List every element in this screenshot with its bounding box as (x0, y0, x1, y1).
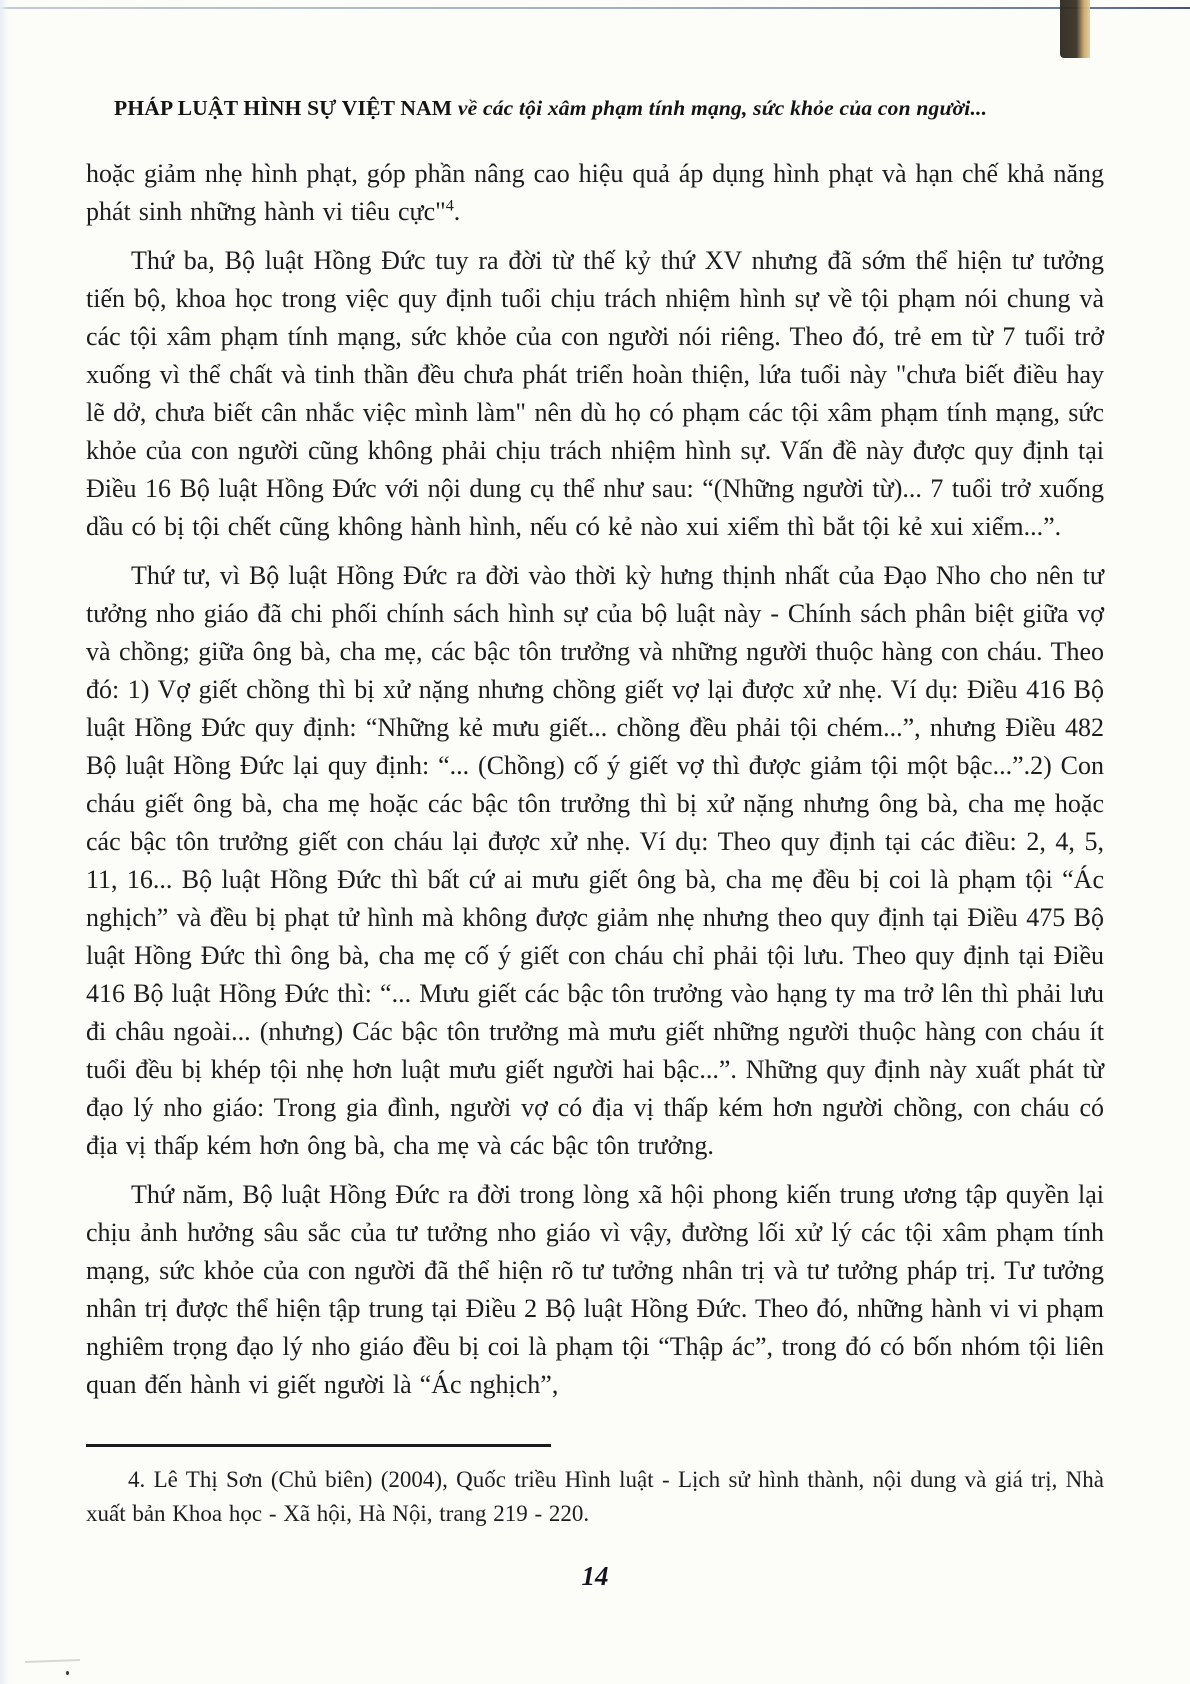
body-paragraph-3: Thứ tư, vì Bộ luật Hồng Đức ra đời vào thời kỳ hưng thịnh nhất của Đạo Nho cho nên tư tưởng nho giáo đã chi phối chính sách hình sự của bộ luật này - Chính sách phân biệt giữa vợ và chồng; giữa ông bà, cha mẹ, các bậc tôn trưởng và những người thuộc hàng con cháu. Theo đó: 1) Vợ giết chồng thì bị xử nặng nhưng chồng giết vợ lại được xử nhẹ. Ví dụ: Điều 416 Bộ luật Hồng Đức quy định: “Những kẻ mưu giết... chồng đều phải tội chém...”, nhưng Điều 482 Bộ luật Hồng Đức lại quy định: “... (Chồng) cố ý giết vợ thì được giảm tội một bậc...”.2) Con cháu giết ông bà, cha mẹ hoặc các bậc tôn trưởng thì bị xử nặng nhưng ông bà, cha mẹ hoặc các bậc tôn trưởng giết con cháu lại được xử nhẹ. Ví dụ: Theo quy định tại các điều: 2, 4, 5, 11, 16... Bộ luật Hồng Đức thì bất cứ ai mưu giết ông bà, cha mẹ đều bị coi là phạm tội “Ác nghịch” và đều bị phạt tử hình mà không được giảm nhẹ nhưng theo quy định tại Điều 475 Bộ luật Hồng Đức thì ông bà, cha mẹ cố ý giết con cháu chỉ phải tội lưu. Theo quy định tại Điều 416 Bộ luật Hồng Đức thì: “... Mưu giết các bậc tôn trưởng vào hạng ty ma trở lên thì phải lưu đi châu ngoài... (nhưng) Các bậc tôn trưởng mà mưu giết những người thuộc hàng con cháu ít tuổi đều bị khép tội nhẹ hơn luật mưu giết người hai bậc...”. Những quy định này xuất phát từ đạo lý nho giáo: Trong gia đình, người vợ có địa vị thấp kém hơn người chồng, con cháu có địa vị thấp kém hơn ông bà, cha mẹ và các bậc tôn trưởng. (86, 561, 1104, 1160)
footnote-separator (86, 1444, 551, 1447)
body-paragraph-4: Thứ năm, Bộ luật Hồng Đức ra đời trong lòng xã hội phong kiến trung ương tập quyền lại chịu ảnh hưởng sâu sắc của tư tưởng nho giáo vì vậy, đường lối xử lý các tội xâm phạm tính mạng, sức khỏe của con người đã thể hiện rõ tư tưởng nhân trị và tư tưởng pháp trị. Tư tưởng nhân trị được thể hiện tập trung tại Điều 2 Bộ luật Hồng Đức. Theo đó, những hành vi vi phạm nghiêm trọng đạo lý nho giáo đều bị coi là phạm tội “Thập ác”, trong đó có bốn nhóm tội liên quan đến hành vi giết người là “Ác nghịch”, (86, 1180, 1104, 1399)
scan-corner-bookmark-mark (1060, 0, 1090, 58)
scan-dot (66, 1671, 69, 1675)
paragraph-1-text: hoặc giảm nhẹ hình phạt, góp phần nâng cao hiệu quả áp dụng hình phạt và hạn chế khả năng phát sinh những hành vi tiêu cực" (86, 159, 1104, 226)
body-paragraph-1 (86, 155, 1104, 231)
footnote (86, 1463, 1104, 1531)
page-number: 14 (581, 1561, 609, 1591)
footnote-text: 4. Lê Thị Sơn (Chủ biên) (2004), Quốc triều Hình luật - Lịch sử hình thành, nội dung và giá trị, Nhà xuất bản Khoa học - Xã hội, Hà Nội, trang 219 - 220. (86, 1467, 1104, 1526)
header-title-main: PHÁP LUẬT HÌNH SỰ VIỆT NAM (114, 96, 453, 120)
paragraph-1-period: . (453, 197, 461, 226)
scan-left-edge-shadow (0, 0, 9, 1684)
scan-edge-line (0, 7, 1190, 9)
running-header (86, 96, 1104, 121)
footnote-reference-4: 4 (445, 197, 454, 215)
body-paragraph-2: Thứ ba, Bộ luật Hồng Đức tuy ra đời từ thế kỷ thứ XV nhưng đã sớm thể hiện tư tưởng tiến bộ, khoa học trong việc quy định tuổi chịu trách nhiệm hình sự về tội phạm nói chung và các tội xâm phạm tính mạng, sức khỏe của con người nói riêng. Theo đó, trẻ em từ 7 tuổi trở xuống vì thể chất và tinh thần đều chưa phát triển hoàn thiện, lứa tuổi này "chưa biết điều hay lẽ dở, chưa biết cân nhắc việc mình làm" nên dù họ có phạm các tội xâm phạm tính mạng, sức khỏe của con người cũng không phải chịu trách nhiệm hình sự. Vấn đề này được quy định tại Điều 16 Bộ luật Hồng Đức với nội dung cụ thể như sau: “(Những người từ)... 7 tuổi trở xuống dầu có bị tội chết cũng không hành hình, nếu có kẻ nào xui xiểm thì bắt tội kẻ xui xiểm...”. (86, 246, 1104, 541)
body-text (86, 155, 1104, 1404)
scan-smudge (25, 1659, 80, 1663)
header-title-subtitle: về các tội xâm phạm tính mạng, sức khỏe của con người... (452, 96, 988, 120)
